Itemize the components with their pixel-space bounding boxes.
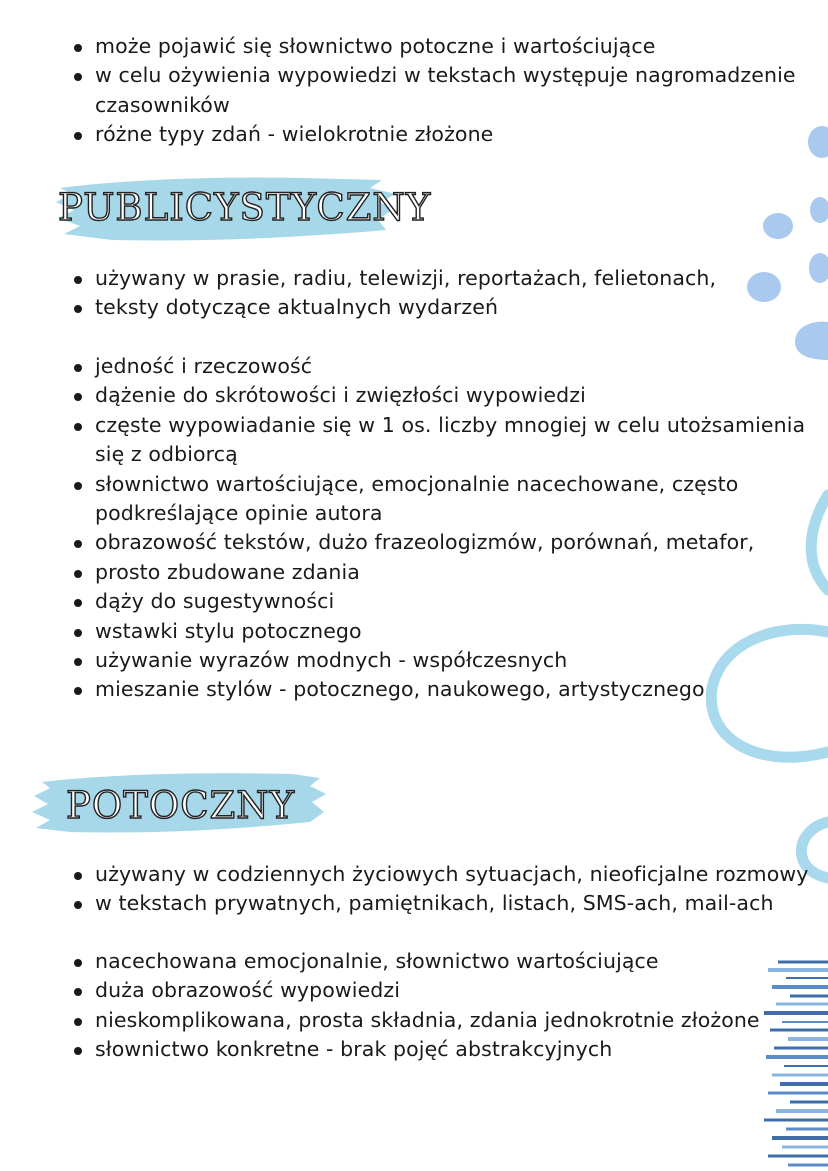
section-heading-publicystyczny bbox=[52, 168, 432, 248]
potoczny-features-list bbox=[72, 947, 772, 1065]
list-item: w tekstach prywatnych, pamiętnikach, listach, SMS-ach, mail-ach bbox=[72, 889, 817, 918]
potoczny-usage-list bbox=[72, 860, 817, 919]
dot-shape bbox=[809, 253, 828, 283]
dot-shape bbox=[810, 197, 828, 223]
list-item: używany w prasie, radiu, telewizji, reportażach, felietonach, bbox=[72, 264, 802, 293]
list-item: w celu ożywienia wypowiedzi w tekstach występuje nagromadzenie czasowników bbox=[72, 61, 802, 120]
publicystyczny-features-list bbox=[72, 352, 822, 705]
list-item: nacechowana emocjonalnie, słownictwo wartościujące bbox=[72, 947, 772, 976]
list-item: prosto zbudowane zdania bbox=[72, 558, 822, 587]
list-item: nieskomplikowana, prosta składnia, zdania jednokrotnie złożone bbox=[72, 1006, 772, 1035]
list-item: mieszanie stylów - potocznego, naukowego, artystycznego bbox=[72, 675, 822, 704]
list-item: obrazowość tekstów, dużo frazeologizmów, porównań, metafor, bbox=[72, 528, 822, 557]
list-item: jedność i rzeczowość bbox=[72, 352, 822, 381]
dot-shape bbox=[763, 213, 793, 239]
list-item: dążenie do skrótowości i zwięzłości wypowiedzi bbox=[72, 381, 822, 410]
stripes-decoration bbox=[764, 962, 828, 1165]
publicystyczny-usage-list bbox=[72, 264, 802, 323]
list-item: dąży do sugestywności bbox=[72, 587, 822, 616]
list-item: słownictwo konkretne - brak pojęć abstrakcyjnych bbox=[72, 1035, 772, 1064]
section-title: PUBLICYSTYCZNY bbox=[58, 186, 432, 229]
list-item: teksty dotyczące aktualnych wydarzeń bbox=[72, 293, 802, 322]
list-item: używanie wyrazów modnych - współczesnych bbox=[72, 646, 822, 675]
list-item: różne typy zdań - wielokrotnie złożone bbox=[72, 120, 802, 149]
intro-list bbox=[72, 32, 802, 150]
list-item: częste wypowiadanie się w 1 os. liczby mnogiej w celu utożsamienia się z odbiorcą bbox=[72, 411, 822, 470]
section-title: POTOCZNY bbox=[66, 784, 296, 827]
list-item: używany w codziennych życiowych sytuacjach, nieoficjalne rozmowy bbox=[72, 860, 817, 889]
blue-dots-decoration bbox=[747, 126, 828, 360]
list-item: duża obrazowość wypowiedzi bbox=[72, 976, 772, 1005]
section-heading-potoczny bbox=[30, 764, 330, 840]
list-item: może pojawić się słownictwo potoczne i wartościujące bbox=[72, 32, 802, 61]
dot-shape bbox=[808, 126, 828, 158]
list-item: wstawki stylu potocznego bbox=[72, 617, 822, 646]
list-item: słownictwo wartościujące, emocjonalnie nacechowane, często podkreślające opinie autora bbox=[72, 470, 822, 529]
